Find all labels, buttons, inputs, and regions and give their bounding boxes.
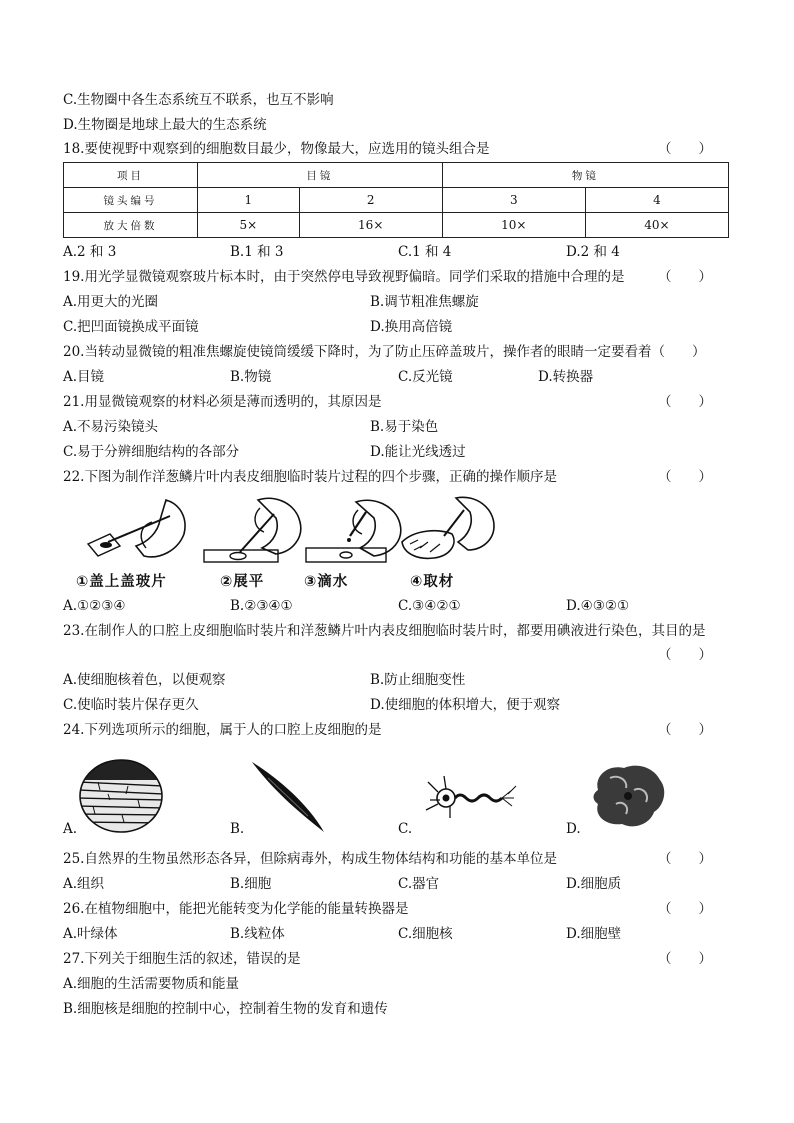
q19-option-c: C.把凹面镜换成平面镜 — [63, 319, 199, 335]
q18-option-d: D.2 和 4 — [566, 244, 620, 260]
q19-stem: 19.用光学显微镜观察玻片标本时，由于突然停电导致视野偏暗。同学们采取的措施中合理的是 — [63, 269, 625, 285]
q18-option-b: B.1 和 3 — [230, 244, 284, 260]
lens-table — [63, 162, 729, 238]
q24-option-c: C. — [398, 821, 413, 837]
q24-option-d: D. — [566, 821, 581, 837]
answer-paren: （ ） — [658, 647, 712, 663]
q22-stem: 22.下图为制作洋葱鳞片叶内表皮细胞临时装片过程的四个步骤，正确的操作顺序是 — [63, 469, 557, 485]
cell-image-c — [420, 764, 520, 826]
q20-stem: 20.当转动显微镜的粗准焦螺旋使镜筒缓缓下降时，为了防止压碎盖玻片，操作者的眼睛一定要看着（ ） — [63, 344, 706, 360]
q25-option-d: D.细胞质 — [566, 876, 622, 892]
q27-option-b: B.细胞核是细胞的控制中心，控制着生物的发育和遗传 — [63, 1001, 388, 1017]
table-cell: 3 — [442, 188, 585, 213]
table-cell: 镜头编号 — [64, 188, 198, 213]
q22-option-d: D.④③②① — [566, 598, 630, 614]
q19-option-b: B.调节粗准焦螺旋 — [370, 294, 479, 310]
table-cell: 16× — [299, 213, 442, 238]
answer-paren: （ ） — [658, 901, 712, 917]
step-caption: ③滴水 — [304, 574, 349, 590]
step-caption: ④取材 — [410, 574, 455, 590]
q20-option-d: D.转换器 — [538, 369, 594, 385]
q19-option-a: A.用更大的光圈 — [63, 294, 159, 310]
q25-option-a: A.组织 — [63, 876, 105, 892]
cell-image-a — [78, 758, 164, 834]
q21-stem: 21.用显微镜观察的材料必须是薄而透明的，其原因是 — [63, 394, 382, 410]
q25-option-c: C.器官 — [398, 876, 440, 892]
table-cell: 10× — [442, 213, 585, 238]
q22-option-b: B.②③④① — [230, 598, 293, 614]
q21-option-b: B.易于染色 — [370, 419, 439, 435]
q18-option-c: C.1 和 4 — [398, 244, 452, 260]
answer-paren: （ ） — [658, 141, 712, 157]
q26-option-c: C.细胞核 — [398, 926, 453, 942]
step-caption: ①盖上盖玻片 — [76, 574, 167, 590]
q25-stem: 25.自然界的生物虽然形态各异，但除病毒外，构成生物体结构和功能的基本单位是 — [63, 851, 557, 867]
taking-material-illustration — [394, 494, 506, 566]
table-row — [64, 163, 729, 188]
table-cell: 1 — [198, 188, 300, 213]
q24-stem: 24.下列选项所示的细胞，属于人的口腔上皮细胞的是 — [63, 722, 382, 738]
cell-image-b — [248, 760, 328, 834]
q21-option-c: C.易于分辨细胞结构的各部分 — [63, 444, 240, 460]
table-cell: 项目 — [64, 163, 198, 188]
table-cell: 40× — [585, 213, 728, 238]
q18-stem: 18.要使视野中观察到的细胞数目最少，物像最大，应选用的镜头组合是 — [63, 141, 490, 157]
cover-slip-illustration — [78, 498, 190, 566]
q22-option-a: A.①②③④ — [63, 598, 126, 614]
answer-paren: （ ） — [658, 722, 712, 738]
table-cell: 4 — [585, 188, 728, 213]
q20-option-b: B.物镜 — [230, 369, 272, 385]
q21-option-a: A.不易污染镜头 — [63, 419, 159, 435]
q18-option-a: A.2 和 3 — [63, 244, 117, 260]
q17-option-d: D.生物圈是地球上最大的生态系统 — [63, 117, 267, 133]
table-cell: 物镜 — [442, 163, 728, 188]
q27-option-a: A.细胞的生活需要物质和能量 — [63, 976, 240, 992]
table-cell: 2 — [299, 188, 442, 213]
q23-option-a: A.使细胞核着色，以便观察 — [63, 672, 226, 688]
answer-paren: （ ） — [658, 851, 712, 867]
q21-option-d: D.能让光线透过 — [370, 444, 466, 460]
q26-option-d: D.细胞壁 — [566, 926, 622, 942]
q20-option-a: A.目镜 — [63, 369, 105, 385]
q26-option-b: B.线粒体 — [230, 926, 285, 942]
q23-stem: 23.在制作人的口腔上皮细胞临时装片和洋葱鳞片叶内表皮细胞临时装片时，都要用碘液进行染色，其目的是 — [63, 623, 706, 639]
answer-paren: （ ） — [658, 394, 712, 410]
q24-option-a: A. — [63, 821, 78, 837]
table-row — [64, 213, 729, 238]
q23-option-d: D.使细胞的体积增大，便于观察 — [370, 697, 561, 713]
table-cell: 放大倍数 — [64, 213, 198, 238]
q27-stem: 27.下列关于细胞生活的叙述，错误的是 — [63, 951, 301, 967]
q20-option-c: C.反光镜 — [398, 369, 453, 385]
table-cell: 目镜 — [198, 163, 443, 188]
q23-option-b: B.防止细胞变性 — [370, 672, 466, 688]
answer-paren: （ ） — [658, 951, 712, 967]
q19-option-d: D.换用高倍镜 — [370, 319, 453, 335]
q22-option-c: C.③④②① — [398, 598, 461, 614]
q17-option-c: C.生物圈中各生态系统互不联系，也互不影响 — [63, 92, 334, 108]
q26-option-a: A.叶绿体 — [63, 926, 118, 942]
answer-paren: （ ） — [658, 269, 712, 285]
answer-paren: （ ） — [658, 469, 712, 485]
q26-stem: 26.在植物细胞中，能把光能转变为化学能的能量转换器是 — [63, 901, 409, 917]
cell-image-d — [588, 760, 670, 832]
table-row — [64, 188, 729, 213]
q23-option-c: C.使临时装片保存更久 — [63, 697, 199, 713]
flatten-illustration — [200, 494, 312, 566]
q24-option-b: B. — [230, 821, 245, 837]
q25-option-b: B.细胞 — [230, 876, 272, 892]
step-caption: ②展平 — [220, 574, 265, 590]
table-cell: 5× — [198, 213, 300, 238]
